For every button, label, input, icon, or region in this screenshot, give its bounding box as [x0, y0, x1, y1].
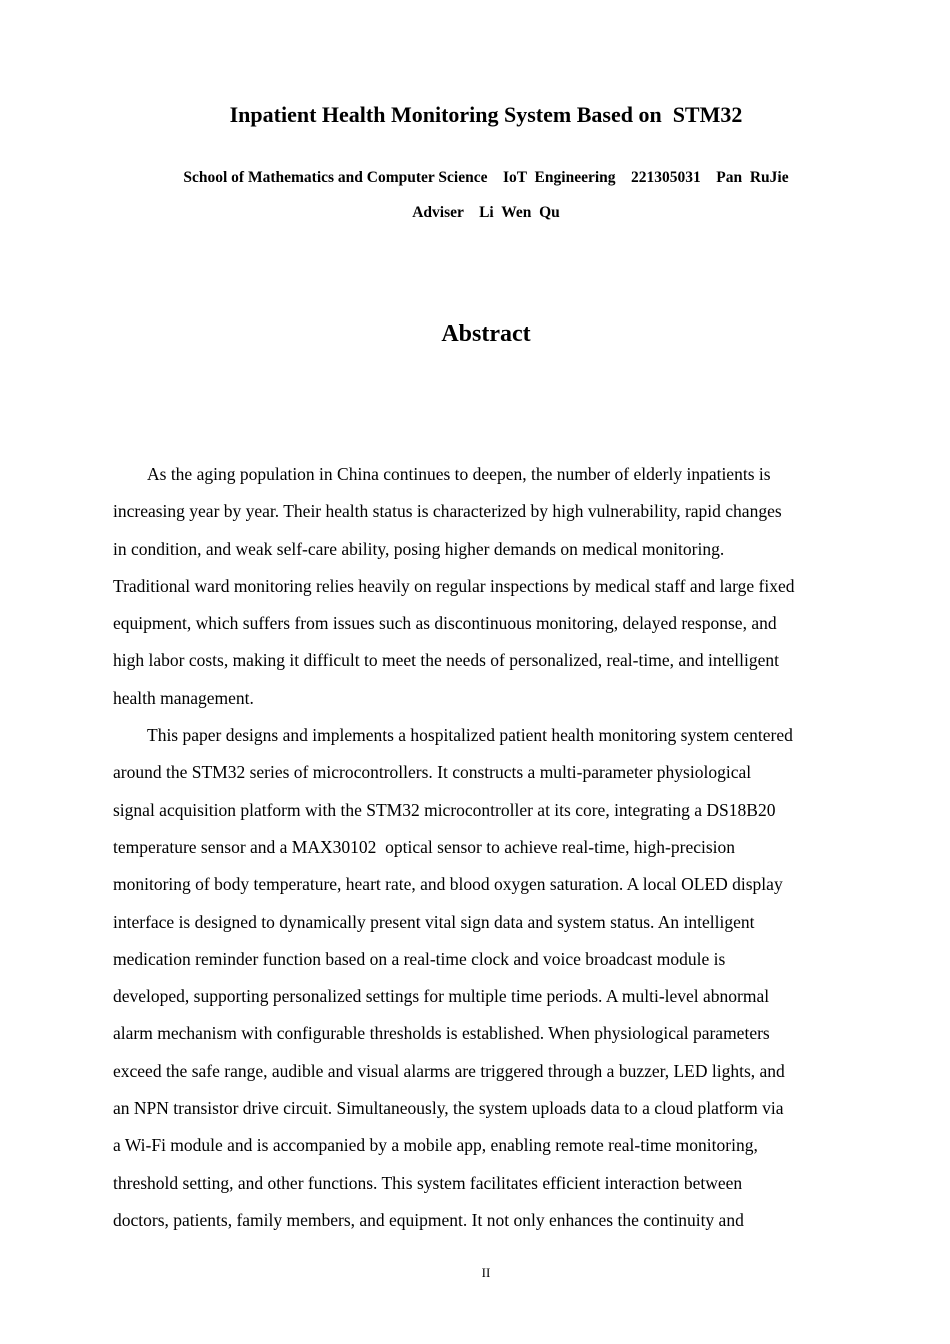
paragraph-line: Traditional ward monitoring relies heavily on regular inspections by medical staff and large fixed [113, 575, 795, 596]
paragraph-line: equipment, which suffers from issues such as discontinuous monitoring, delayed response, and [113, 613, 777, 634]
paragraph-line: health management. [113, 687, 254, 708]
abstract-body [113, 456, 863, 1239]
paragraph-line: monitoring of body temperature, heart rate, and blood oxygen saturation. A local OLED display [113, 874, 783, 895]
paragraph-line: in condition, and weak self-care ability, posing higher demands on medical monitoring. [113, 538, 725, 559]
paragraph-line: As the aging population in China continues to deepen, the number of elderly inpatients is [147, 464, 771, 484]
paragraph-line: doctors, patients, family members, and equipment. It not only enhances the continuity and [113, 1209, 744, 1230]
paper-title: Inpatient Health Monitoring System Based on STM32 [229, 102, 743, 127]
paragraph-line: developed, supporting personalized settings for multiple time periods. A multi-level abnormal [113, 986, 770, 1007]
paragraph-line: alarm mechanism with configurable thresholds is established. When physiological parameters [113, 1023, 770, 1044]
paragraph-line: high labor costs, making it difficult to meet the needs of personalized, real-time, and intelligent [113, 650, 779, 671]
author-line: School of Mathematics and Computer Science IoT Engineering 221305031 Pan RuJie [183, 169, 789, 186]
paragraph-line: an NPN transistor drive circuit. Simultaneously, the system uploads data to a cloud platform via [113, 1098, 784, 1119]
paragraph-line: around the STM32 series of microcontrollers. It constructs a multi-parameter physiological [113, 762, 752, 783]
paragraph-line: temperature sensor and a MAX30102 optical sensor to achieve real-time, high-precision [113, 836, 736, 857]
paragraph-line: signal acquisition platform with the STM32 microcontroller at its core, integrating a DS18B20 [113, 799, 776, 820]
paragraph-line: exceed the safe range, audible and visual alarms are triggered through a buzzer, LED lights, and [113, 1060, 785, 1081]
paragraph-line: This paper designs and implements a hospitalized patient health monitoring system centered [147, 725, 793, 746]
paragraph-line: a Wi-Fi module and is accompanied by a mobile app, enabling remote real-time monitoring, [113, 1135, 758, 1156]
paragraph-line: medication reminder function based on a real-time clock and voice broadcast module is [113, 948, 726, 969]
abstract-heading: Abstract [441, 321, 531, 347]
paragraph-line: increasing year by year. Their health status is characterized by high vulnerability, rapid changes [113, 501, 782, 522]
paragraph-line: threshold setting, and other functions. This system facilitates efficient interaction between [113, 1172, 743, 1193]
paragraph-line: interface is designed to dynamically present vital sign data and system status. An intelligent [113, 911, 755, 932]
page-number: II [481, 1265, 491, 1280]
adviser-line: Adviser Li Wen Qu [412, 204, 560, 221]
